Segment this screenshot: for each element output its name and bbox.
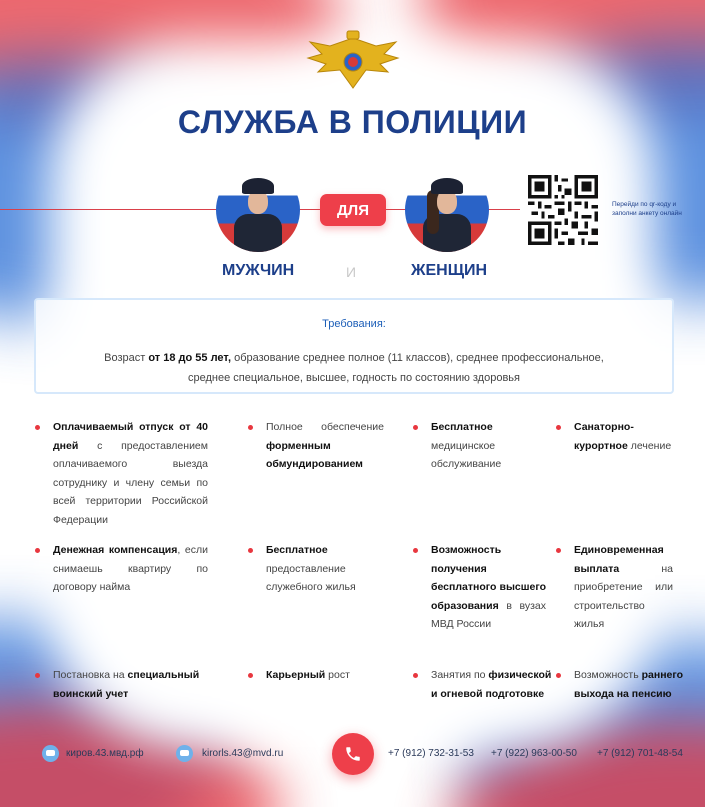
women-label: ЖЕНЩИН: [411, 262, 488, 279]
bullet-dot: [248, 548, 253, 553]
bullet-dot: [556, 425, 561, 430]
page-title: СЛУЖБА В ПОЛИЦИИ: [177, 104, 528, 140]
qr-note: Перейди по qr-коду и заполни анкету онлайн: [612, 201, 682, 217]
benefit-text: Постановка на: [53, 669, 128, 681]
emblem-icon: [300, 28, 406, 94]
and-label: И: [346, 264, 357, 280]
benefit-bold: раннего выхода на пенсию: [574, 669, 684, 700]
bullet-dot: [248, 673, 253, 678]
benefit-item: [574, 541, 673, 634]
benefit-item: [53, 541, 208, 597]
benefit-item: [53, 666, 203, 703]
benefit-item: [574, 418, 684, 455]
bullet-dot: [556, 673, 561, 678]
requirements-education: образование среднее полное (11 классов), среднее профессиональное,: [231, 352, 604, 364]
benefit-bold: Денежная компенсация: [53, 544, 178, 556]
requirements-age-prefix: Возраст: [104, 352, 149, 364]
contacts-footer: [0, 718, 705, 788]
benefit-bold: Единовременная выплата: [574, 544, 664, 575]
qr-code-icon[interactable]: [528, 175, 598, 245]
phone-button[interactable]: [332, 733, 374, 775]
requirements-age: от 18 до 55 лет,: [148, 352, 232, 364]
benefit-item: [53, 418, 208, 529]
bullet-dot: [35, 425, 40, 430]
men-label: МУЖЧИН: [222, 262, 295, 279]
bullet-dot: [35, 673, 40, 678]
benefit-bold: специальный воинский учет: [53, 669, 200, 700]
benefit-text: в вузах МВД России: [431, 599, 546, 630]
benefit-bold: Санаторно-курортное: [574, 421, 634, 452]
benefit-text: медицинское обслуживание: [431, 439, 502, 470]
benefit-bold: форменным обмундированием: [266, 439, 363, 470]
benefit-bold: Бесплатное: [266, 544, 328, 556]
requirements-heading: Требования:: [322, 318, 386, 330]
avatar-man: [216, 168, 300, 252]
benefit-item: [431, 418, 521, 474]
requirements-text: [36, 348, 672, 388]
benefit-item: [431, 541, 546, 634]
bullet-dot: [556, 548, 561, 553]
bullet-dot: [35, 548, 40, 553]
benefit-text: лечение: [627, 439, 672, 452]
website-link[interactable]: киров.43.мвд.рф: [66, 748, 144, 759]
email-link[interactable]: kirorls.43@mvd.ru: [202, 748, 284, 759]
benefit-item: [574, 666, 699, 703]
requirements-other: среднее специальное, высшее, годность по состоянию здоровья: [188, 372, 520, 384]
mail-icon: [176, 745, 193, 762]
bullet-dot: [413, 425, 418, 430]
benefit-item: [266, 666, 386, 685]
globe-icon: [42, 745, 59, 762]
benefit-bold: Возможность получения бесплатного высшего образования: [431, 544, 546, 612]
benefit-item: [266, 541, 376, 597]
benefit-bold: физической и огневой подготовке: [431, 669, 552, 700]
benefit-text: Занятия по: [431, 669, 489, 681]
bullet-dot: [413, 673, 418, 678]
benefit-item: [266, 418, 384, 474]
benefit-text: с предоставлением оплачиваемого выезда сотруднику и члену семьи по всей территории Российской Федерации: [53, 439, 208, 526]
benefit-bold: Оплачиваемый отпуск от 40 дней: [53, 421, 208, 452]
bullet-dot: [248, 425, 253, 430]
phone-icon: [344, 745, 362, 763]
bullet-dot: [413, 548, 418, 553]
benefit-text: Полное обеспечение: [266, 421, 384, 433]
phone-number-3[interactable]: +7 (912) 701-48-54: [597, 748, 683, 759]
benefit-text: предоставление служебного жилья: [266, 562, 356, 593]
benefit-text: Возможность: [574, 669, 642, 681]
benefit-text: на приобретение или строительство жилья: [574, 562, 673, 630]
avatar-woman: [405, 168, 489, 252]
benefit-text: , если снимаешь квартиру по договору найма: [53, 544, 208, 593]
phone-number-1[interactable]: +7 (912) 732-31-53: [388, 748, 474, 759]
benefit-bold: Бесплатное: [431, 421, 493, 433]
benefit-item: [431, 666, 556, 703]
for-badge: ДЛЯ: [320, 194, 386, 226]
benefit-text: рост: [325, 669, 350, 681]
benefit-bold: Карьерный: [266, 669, 326, 681]
requirements-box: [34, 298, 674, 394]
phone-number-2[interactable]: +7 (922) 963-00-50: [491, 748, 577, 759]
